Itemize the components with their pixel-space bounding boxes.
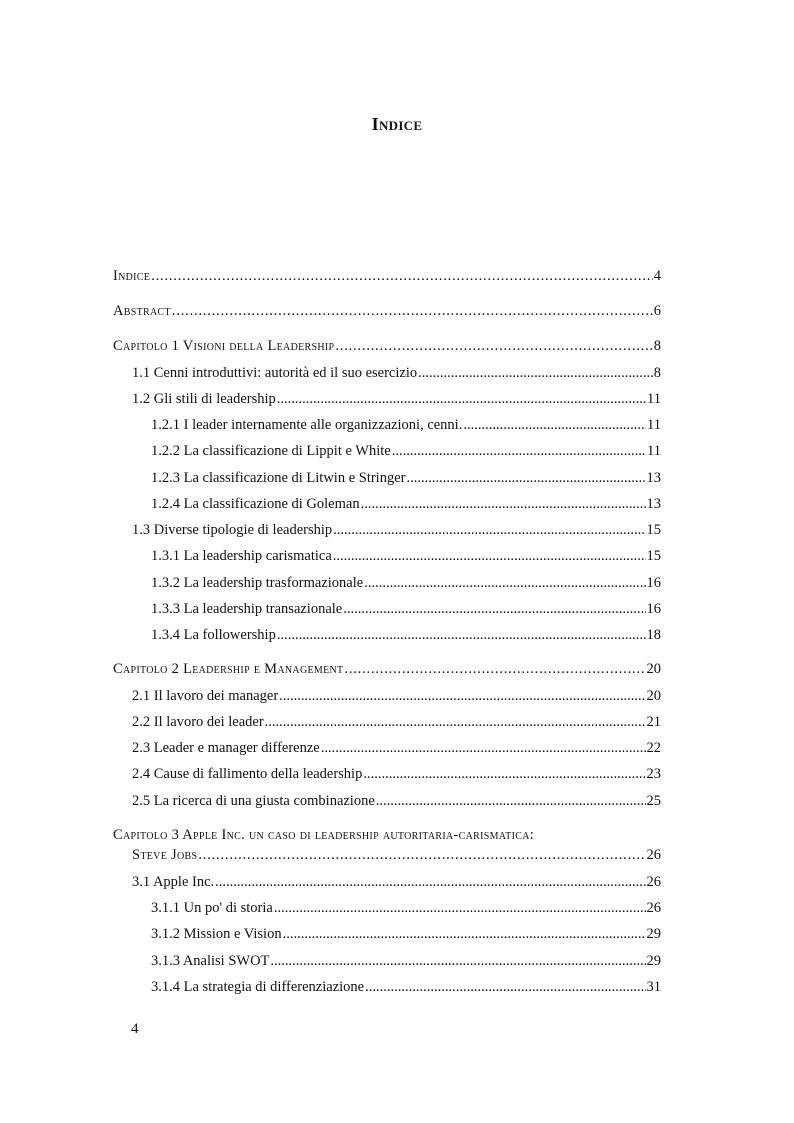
- leader-dots: [363, 765, 645, 783]
- toc-entry-1-3-4[interactable]: [151, 626, 661, 644]
- toc-label: 1.3.1 La leadership carismatica: [151, 548, 332, 564]
- leader-dots: [365, 978, 645, 996]
- toc-entry-3-1-2[interactable]: [151, 925, 661, 943]
- toc-page: 13: [646, 496, 661, 512]
- toc-label: 2.5 La ricerca di una giusta combinazione: [132, 793, 375, 809]
- toc-page: 4: [653, 268, 661, 284]
- toc-entry-1-2-3[interactable]: [151, 469, 661, 487]
- toc-label: 3.1.2 Mission e Vision: [151, 926, 282, 942]
- toc-entry-1-3-3[interactable]: [151, 600, 661, 618]
- toc-entry-1-2-1[interactable]: [151, 416, 661, 434]
- toc-page: 13: [646, 470, 661, 486]
- leader-dots: [343, 600, 645, 618]
- leader-dots: [283, 925, 646, 943]
- toc-entry-3-1-1[interactable]: [151, 899, 661, 917]
- toc-label: 3.1.4 La strategia di differenziazione: [151, 979, 365, 995]
- toc-page: 25: [646, 793, 661, 809]
- toc-label: 1.2 Gli stili di leadership: [132, 391, 276, 407]
- toc-page: 11: [647, 443, 661, 459]
- toc-entry-indice[interactable]: [113, 267, 661, 285]
- toc-page: 29: [646, 953, 661, 969]
- toc-label: 1.3 Diverse tipologie di leadership: [132, 522, 333, 538]
- leader-dots: [151, 267, 653, 285]
- leader-dots: [265, 713, 646, 731]
- toc-page: 16: [646, 601, 661, 617]
- toc-entry-1-3-2[interactable]: [151, 574, 661, 592]
- toc-entry-1-2-2[interactable]: [151, 442, 661, 460]
- toc-label: 1.3.3 La leadership transazionale: [151, 601, 343, 617]
- toc-entry-2-3[interactable]: [132, 739, 661, 757]
- toc-label: Capitolo 1 Visioni della Leadership: [113, 338, 335, 354]
- toc-page: 8: [653, 365, 661, 381]
- toc-page: 26: [646, 874, 661, 890]
- toc-label: 1.3.2 La leadership trasformazionale: [151, 575, 364, 591]
- leader-dots: [277, 390, 646, 408]
- toc-entry-capitolo-3[interactable]: [132, 846, 661, 864]
- leader-dots: [172, 302, 653, 320]
- toc-entry-capitolo-1[interactable]: [113, 337, 661, 355]
- page-title: Indice: [371, 114, 423, 134]
- page-number: 4: [131, 1021, 139, 1037]
- leader-dots: [335, 337, 652, 355]
- toc-page: 11: [647, 417, 661, 433]
- toc-page: 6: [653, 303, 661, 319]
- toc-page: 26: [646, 900, 661, 916]
- toc-label: 1.3.4 La followership: [151, 627, 276, 643]
- toc-page: 21: [646, 714, 661, 730]
- toc-entry-3-1[interactable]: [132, 873, 661, 891]
- toc-entry-1-3-1[interactable]: [151, 547, 661, 565]
- toc-page: 29: [646, 926, 661, 942]
- toc-label: 1.2.1 I leader internamente alle organizzazioni, cenni.: [151, 417, 463, 433]
- toc-label: Capitolo 2 Leadership e Management: [113, 661, 344, 677]
- toc-entry-2-2[interactable]: [132, 713, 661, 731]
- leader-dots: [274, 899, 646, 917]
- leader-dots: [321, 739, 646, 757]
- toc-page: 15: [646, 548, 661, 564]
- leader-dots: [361, 495, 646, 513]
- toc-entry-2-5[interactable]: [132, 792, 661, 810]
- toc-entry-2-4[interactable]: [132, 765, 661, 783]
- toc-entry-1-3[interactable]: [132, 521, 661, 539]
- toc-label-continued: Steve Jobs: [132, 847, 198, 863]
- toc-page: 16: [646, 575, 661, 591]
- toc-label: 1.1 Cenni introduttivi: autorità ed il suo esercizio: [132, 365, 418, 381]
- leader-dots: [277, 626, 646, 644]
- toc-label: 1.2.4 La classificazione di Goleman: [151, 496, 360, 512]
- toc-page: 20: [646, 688, 661, 704]
- toc-entry-abstract[interactable]: [113, 302, 661, 320]
- toc-page: 11: [647, 391, 661, 407]
- toc-label: Capitolo 3 Apple Inc. un caso di leadership autoritaria-carismatica:: [113, 827, 535, 843]
- leader-dots: [406, 469, 645, 487]
- toc-label: 2.2 Il lavoro dei leader: [132, 714, 264, 730]
- leader-dots: [333, 521, 645, 539]
- toc-page: 18: [646, 627, 661, 643]
- toc-entry-2-1[interactable]: [132, 687, 661, 705]
- leader-dots: [198, 846, 645, 864]
- toc-entry-3-1-3[interactable]: [151, 952, 661, 970]
- toc-entry-1-2[interactable]: [132, 390, 661, 408]
- toc-page: 20: [646, 661, 661, 677]
- toc-page: 22: [646, 740, 661, 756]
- leader-dots: [344, 660, 645, 678]
- toc-page: 26: [646, 847, 661, 863]
- toc-entry-capitolo-2[interactable]: [113, 660, 661, 678]
- leader-dots: [463, 416, 646, 434]
- toc-page: 15: [646, 522, 661, 538]
- toc-label: Abstract: [113, 303, 171, 319]
- leader-dots: [376, 792, 646, 810]
- toc-page: 23: [646, 766, 661, 782]
- leader-dots: [270, 952, 645, 970]
- toc-label: 1.2.2 La classificazione di Lippit e White: [151, 443, 391, 459]
- toc-entry-capitolo-3-line1[interactable]: [113, 826, 534, 844]
- toc-label: 3.1 Apple Inc.: [132, 874, 215, 890]
- toc-entry-1-1[interactable]: [132, 364, 661, 382]
- leader-dots: [364, 574, 645, 592]
- toc-label: 2.4 Cause di fallimento della leadership: [132, 766, 363, 782]
- toc-label: 2.1 Il lavoro dei manager: [132, 688, 279, 704]
- toc-label: Indice: [113, 268, 151, 284]
- leader-dots: [418, 364, 653, 382]
- toc-label: 1.2.3 La classificazione di Litwin e Stringer: [151, 470, 406, 486]
- leader-dots: [279, 687, 645, 705]
- toc-label: 2.3 Leader e manager differenze: [132, 740, 320, 756]
- toc-page: 31: [646, 979, 661, 995]
- toc-entry-3-1-4[interactable]: [151, 978, 661, 996]
- toc-label: 3.1.3 Analisi SWOT: [151, 953, 270, 969]
- toc-page: 8: [653, 338, 661, 354]
- leader-dots: [333, 547, 646, 565]
- leader-dots: [392, 442, 646, 460]
- leader-dots: [215, 873, 645, 891]
- toc-label: 3.1.1 Un po' di storia: [151, 900, 273, 916]
- toc-entry-1-2-4[interactable]: [151, 495, 661, 513]
